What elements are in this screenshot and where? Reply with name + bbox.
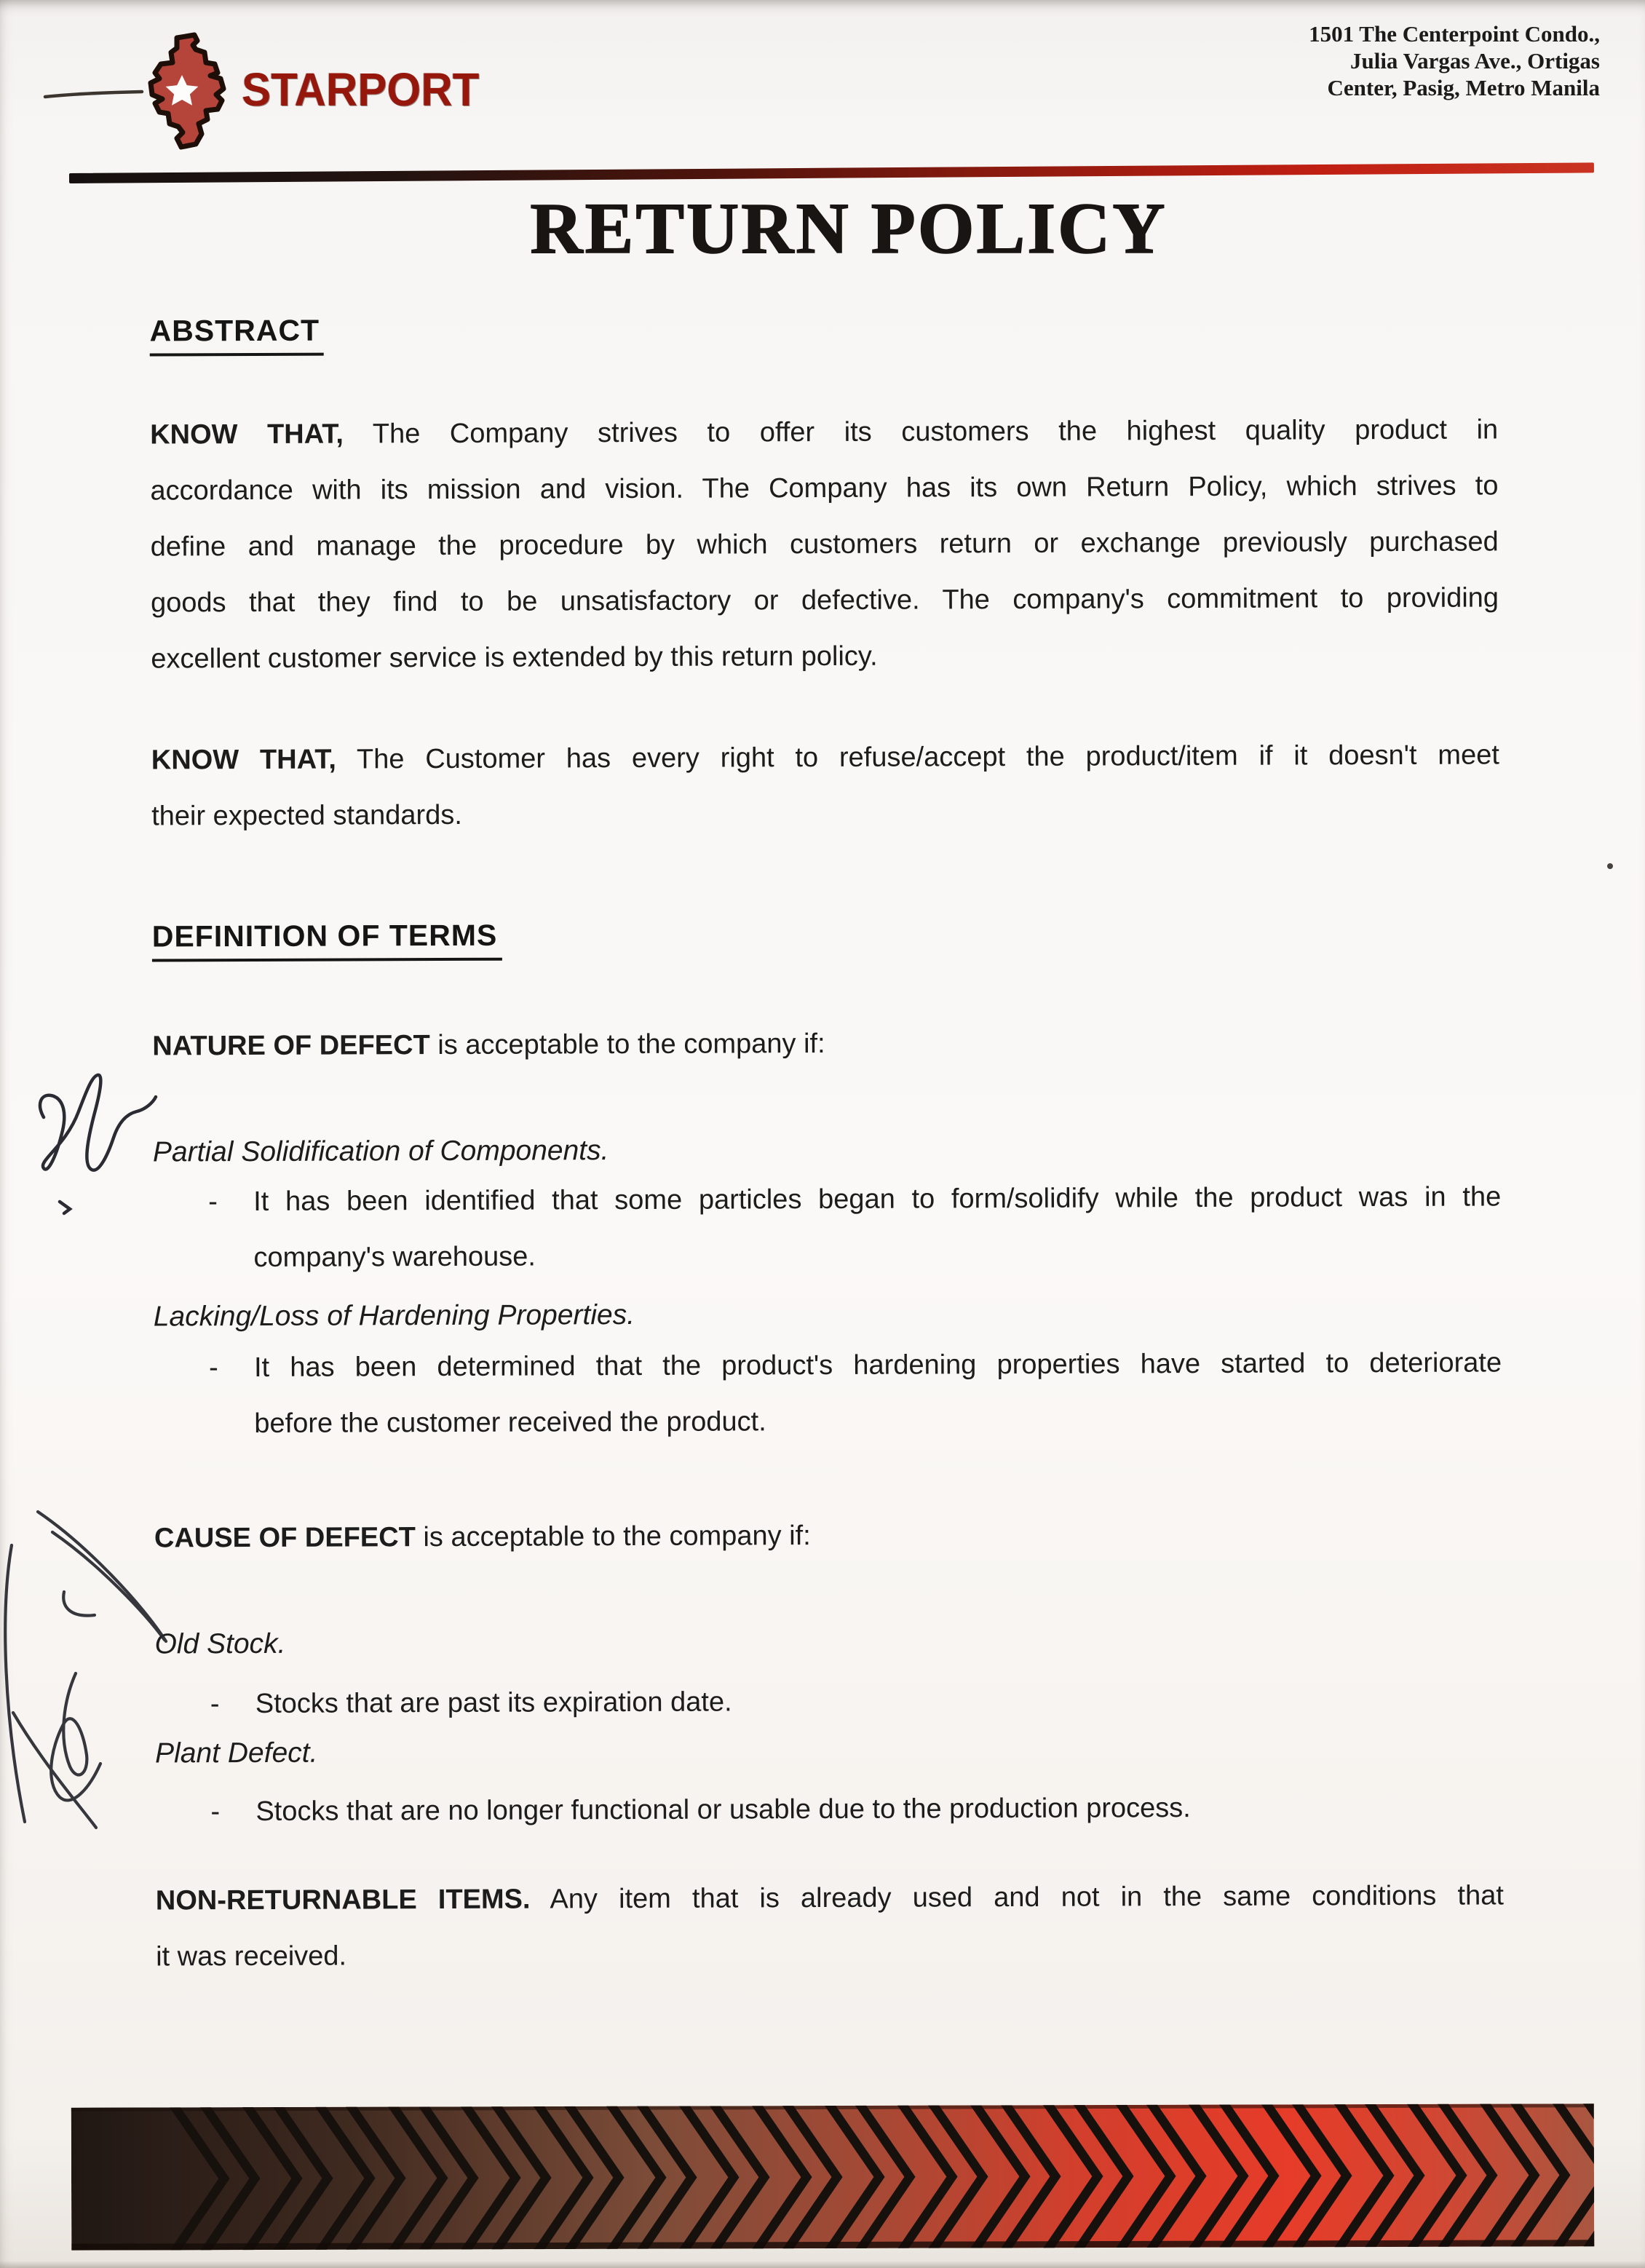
bullet-line: - It has been determined that the product's hardening properties have started to deteriorate: [154, 1335, 1502, 1396]
non-returnable-term: NON-RETURNABLE ITEMS.: [155, 1884, 531, 1916]
abstract-paragraph-1: [150, 402, 1499, 687]
bullet-line: before the customer received the product.: [254, 1406, 766, 1439]
page-title: RETURN POLICY: [530, 188, 1168, 269]
bullet-dash: -: [210, 1796, 221, 1828]
defect-term-description: [154, 1335, 1502, 1452]
brand-wordmark: STARPORT: [242, 63, 480, 116]
abstract-section-heading: ABSTRACT: [150, 309, 1498, 356]
paragraph-line: their expected standards.: [151, 799, 462, 832]
ink-dot-artifact: [1607, 863, 1613, 869]
defect-term-description: [155, 1779, 1503, 1840]
address-line: Center, Pasig, Metro Manila: [1327, 75, 1600, 100]
address-line: 1501 The Centerpoint Condo.,: [1309, 21, 1600, 47]
bullet-line: company's warehouse.: [253, 1241, 536, 1274]
paragraph-line: accordance with its mission and vision. The Company has its own Return Policy, which strives to: [150, 470, 1499, 507]
know-that-lead: KNOW THAT,: [151, 744, 336, 776]
paragraph-line: define and manage the procedure by which customers return or exchange previously purchased: [150, 526, 1499, 563]
paragraph-line: KNOW THAT, The Customer has every right to refuse/accept the product/item if it doesn't meet: [151, 740, 1499, 776]
paragraph-line: NATURE OF DEFECT is acceptable to the company if:: [152, 1028, 825, 1062]
definitions-section-heading: DEFINITION OF TERMS: [152, 914, 1500, 961]
non-returnable-items-paragraph: [156, 1868, 1505, 1985]
scan-bottom-edge: [0, 2261, 1645, 2268]
know-that-lead: KNOW THAT,: [150, 419, 344, 451]
paragraph-line: goods that they find to be unsatisfactory or defective. The company's commitment to providing: [150, 582, 1499, 619]
defect-term-label: Plant Defect.: [155, 1737, 318, 1769]
nature-of-defect-term: NATURE OF DEFECT: [152, 1030, 430, 1062]
nature-of-defect-line: [152, 1013, 1500, 1074]
paragraph-line: CAUSE OF DEFECT is acceptable to the company if:: [154, 1520, 811, 1554]
paragraph-line: KNOW THAT, The Company strives to offer its customers the highest quality product in: [150, 414, 1499, 451]
defect-term-label: Lacking/Loss of Hardening Properties.: [153, 1298, 635, 1333]
chevron-band-decoration: [71, 2104, 1595, 2250]
defect-term-description: [153, 1169, 1502, 1286]
bullet-dash: -: [208, 1352, 218, 1384]
address-line: Julia Vargas Ave., Ortigas: [1349, 48, 1600, 74]
paragraph-line: excellent customer service is extended by this return policy.: [151, 641, 878, 675]
paragraph-line: NON-RETURNABLE ITEMS. Any item that is already used and not in the same conditions that: [155, 1880, 1504, 1916]
defect-term-label: Partial Solidification of Components.: [152, 1135, 609, 1168]
abstract-paragraph-2: [151, 727, 1500, 844]
defect-term-label: Old Stock.: [154, 1627, 286, 1660]
cause-of-defect-term: CAUSE OF DEFECT: [154, 1522, 416, 1554]
bullet-line: - Stocks that are past its expiration date.: [155, 1671, 1503, 1732]
bullet-line: - It has been identified that some particles began to form/solidify while the product was in the: [153, 1169, 1501, 1230]
paragraph-line: it was received.: [156, 1940, 347, 1972]
bullet-line: - Stocks that are no longer functional or usable due to the production process.: [155, 1779, 1503, 1840]
cause-of-defect-line: [154, 1505, 1502, 1566]
bullet-dash: -: [210, 1689, 220, 1720]
bullet-dash: -: [208, 1186, 218, 1218]
